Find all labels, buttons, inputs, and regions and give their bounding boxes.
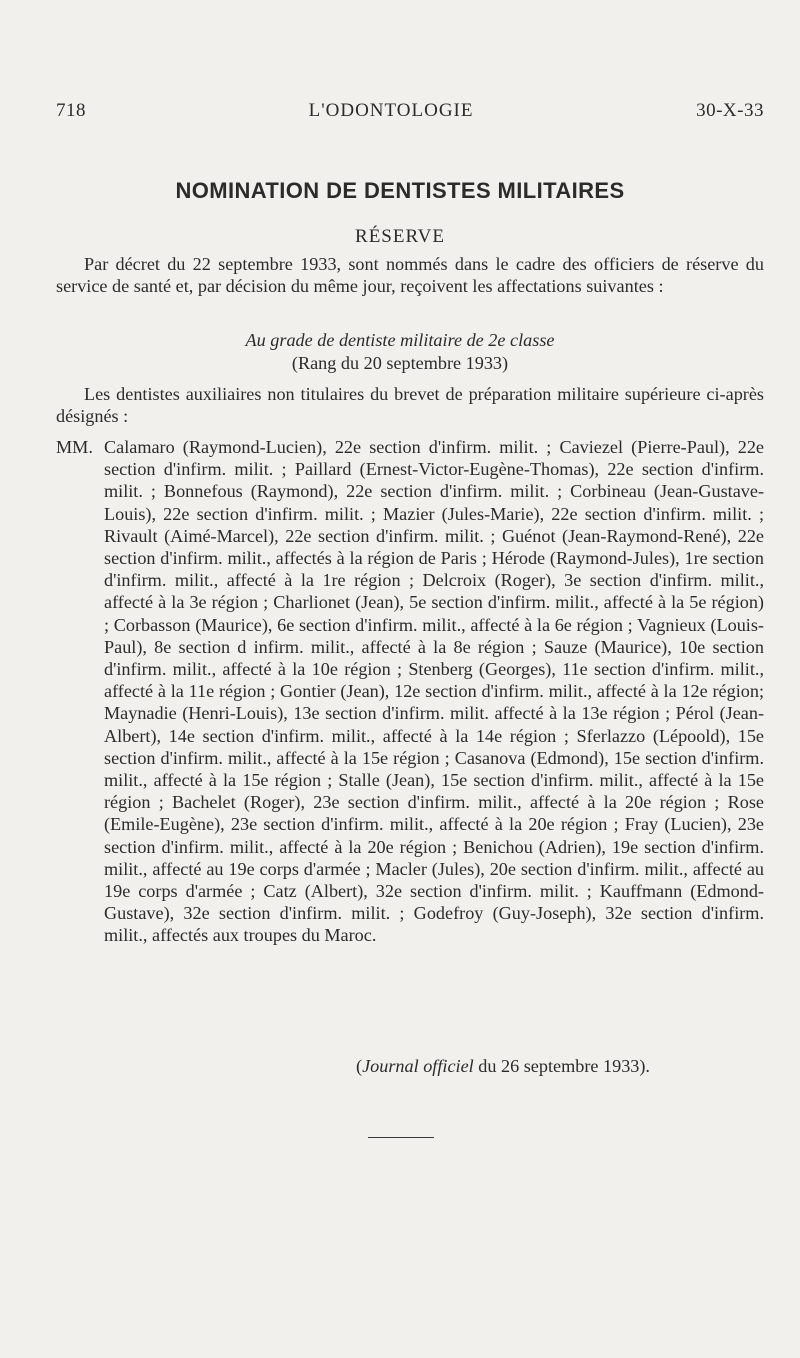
end-rule (368, 1137, 434, 1138)
section-heading: RÉSERVE (355, 226, 445, 247)
grade-heading: Au grade de dentiste militaire de 2e classe (245, 330, 555, 350)
source-journal: Journal officiel (362, 1056, 474, 1076)
source-date: du 26 septembre 1933). (473, 1056, 650, 1076)
lead-paragraph: Les dentistes auxiliaires non titulaires du brevet de préparation militaire supérieure ci-après désignés : (56, 384, 764, 427)
issue-date: 30-X-33 (696, 100, 764, 121)
appointments-list: Calamaro (Raymond-Lucien), 22e section d'infirm. milit. ; Caviezel (Pierre-Paul), 22e section d'infirm. milit. ; Paillard (Ernest-Victor-Eugène-Thomas), 22e section d'infirm. milit. ; Bonnefous (Raymond), 22e section d'infirm. milit. ; Corbineau (Jean-Gustave-Louis), 22e section d'infirm. milit. ; Mazier (Jules-Marie), 22e section d'infirm. milit. ; Rivault (Aimé-Marcel), 22e section d'infirm. milit. ; Guénot (Jean-Raymond-René), 22e section d'infirm. milit., affectés à la région de Paris ; Hérode (Raymond-Jules), 1re section d'infirm. milit., affecté à la 1re région ; Delcroix (Roger), 3e section d'infirm. milit., affecté à la 3e région ; Charlionet (Jean), 5e section d'infirm. milit., affecté à la 5e région) ; Corbasson (Maurice), 6e section d'infirm. milit., affecté à la 6e région ; Vagnieux (Louis-Paul), 8e section d infirm. milit., affecté à la 8e région ; Sauze (Maurice), 10e section d'infirm. milit., affecté à la 10e région ; Stenberg (Georges), 11e section d'infirm. milit., affecté à la 11e région ; Gontier (Jean), 12e section d'infirm. milit., affecté à la 12e région; Maynadie (Henri-Louis), 13e section d'infirm. milit. affecté à la 13e région ; Pérol (Jean-Albert), 14e section d'infirm. milit., affecté à la 14e région ; Sferlazzo (Lépoold), 15e section d'infirm. milit., affecté à la 15e région ; Casanova (Edmond), 15e section d'infirm. milit., affecté à la 15e région ; Stalle (Jean), 15e section d'infirm. milit., affecté à la 15e région ; Bachelet (Roger), 23e section d'infirm. milit., affecté à la 20e région ; Rose (Emile-Eugène), 23e section d'infirm. milit., affecté à la 20e région ; Fray (Lucien), 23e section d'infirm. milit., affecté à la 20e région ; Benichou (Adrien), 19e section d'infirm. milit., affecté au 19e corps d'armée ; Macler (Jules), 20e section d'infirm. milit., affecté au 19e corps d'armée ; Catz (Albert), 32e section d'infirm. milit. ; Kauffmann (Edmond-Gustave), 32e section d'infirm. milit. ; Godefroy (Guy-Joseph), 32e section d'infirm. milit., affectés aux troupes du Maroc. (104, 437, 764, 946)
mm-label: MM. (56, 437, 93, 457)
journal-name: L'ODONTOLOGIE (308, 100, 474, 121)
rank-date: (Rang du 20 septembre 1933) (291, 353, 509, 373)
intro-paragraph: Par décret du 22 septembre 1933, sont nommés dans le cadre des officiers de réserve du service de santé et, par décision du même jour, reçoivent les affectations suivantes : (56, 254, 764, 297)
article-title: NOMINATION DE DENTISTES MILITAIRES (175, 178, 625, 203)
running-header (56, 100, 764, 122)
page-number: 718 (56, 100, 86, 121)
source-citation: (Journal officiel du 26 septembre 1933). (356, 1056, 650, 1076)
